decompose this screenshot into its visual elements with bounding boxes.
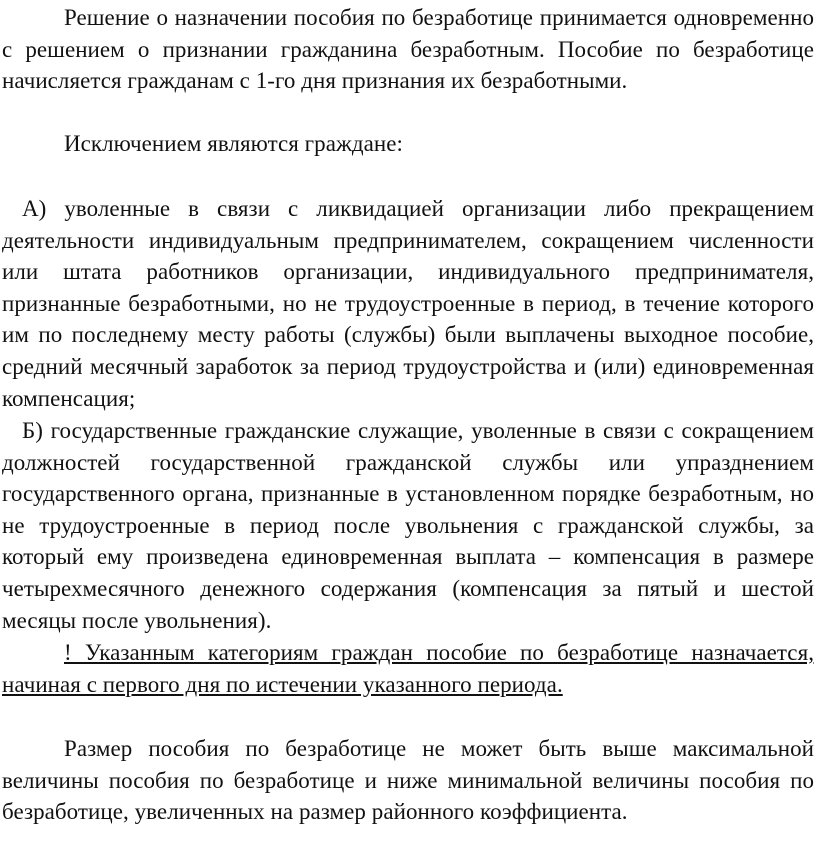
paragraph-decision: Решение о назначении пособия по безработице принимается одновременно с решением о признании гражданина безработным. Пособие по безработице начисляется гражданам с 1-го дня признания их безработными. [2, 5, 814, 94]
paragraph-note-underlined: ! Указанным категориям граждан пособие по безработице назначается, начиная с первого дня по истечении указанного периода. [2, 640, 814, 697]
paragraph-benefit-size: Размер пособия по безработице не может быть выше максимальной величины пособия по безработице и ниже минимальной величины пособия по безработице, увеличенных на размер районного коэффициента. [2, 736, 814, 825]
paragraph-exceptions-heading: Исключением являются граждане: [64, 131, 403, 156]
list-item-a: А) уволенные в связи с ликвидацией организации либо прекращением деятельности индивидуальным предпринимателем, сокращением численности или штата работников организации, индивидуального предпринимателя, признанные безработными, но не трудоустроенные в период, в течение которого им по последнему месту работы (службы) были выплачены выходное пособие, средний месячный заработок за период трудоустройства и (или) единовременная компенсация; [2, 196, 814, 411]
list-item-b: Б) государственные гражданские служащие, уволенные в связи с сокращением должностей государственной гражданской службы или упразднением государственного органа, признанные в установленном порядке безработным, но не трудоустроенные в период после увольнения с гражданской службы, за который ему произведена единовременная выплата – компенсация в размере четырехмесячного денежного содержания (компенсация за пятый и шестой месяцы после увольнения). [2, 418, 814, 633]
